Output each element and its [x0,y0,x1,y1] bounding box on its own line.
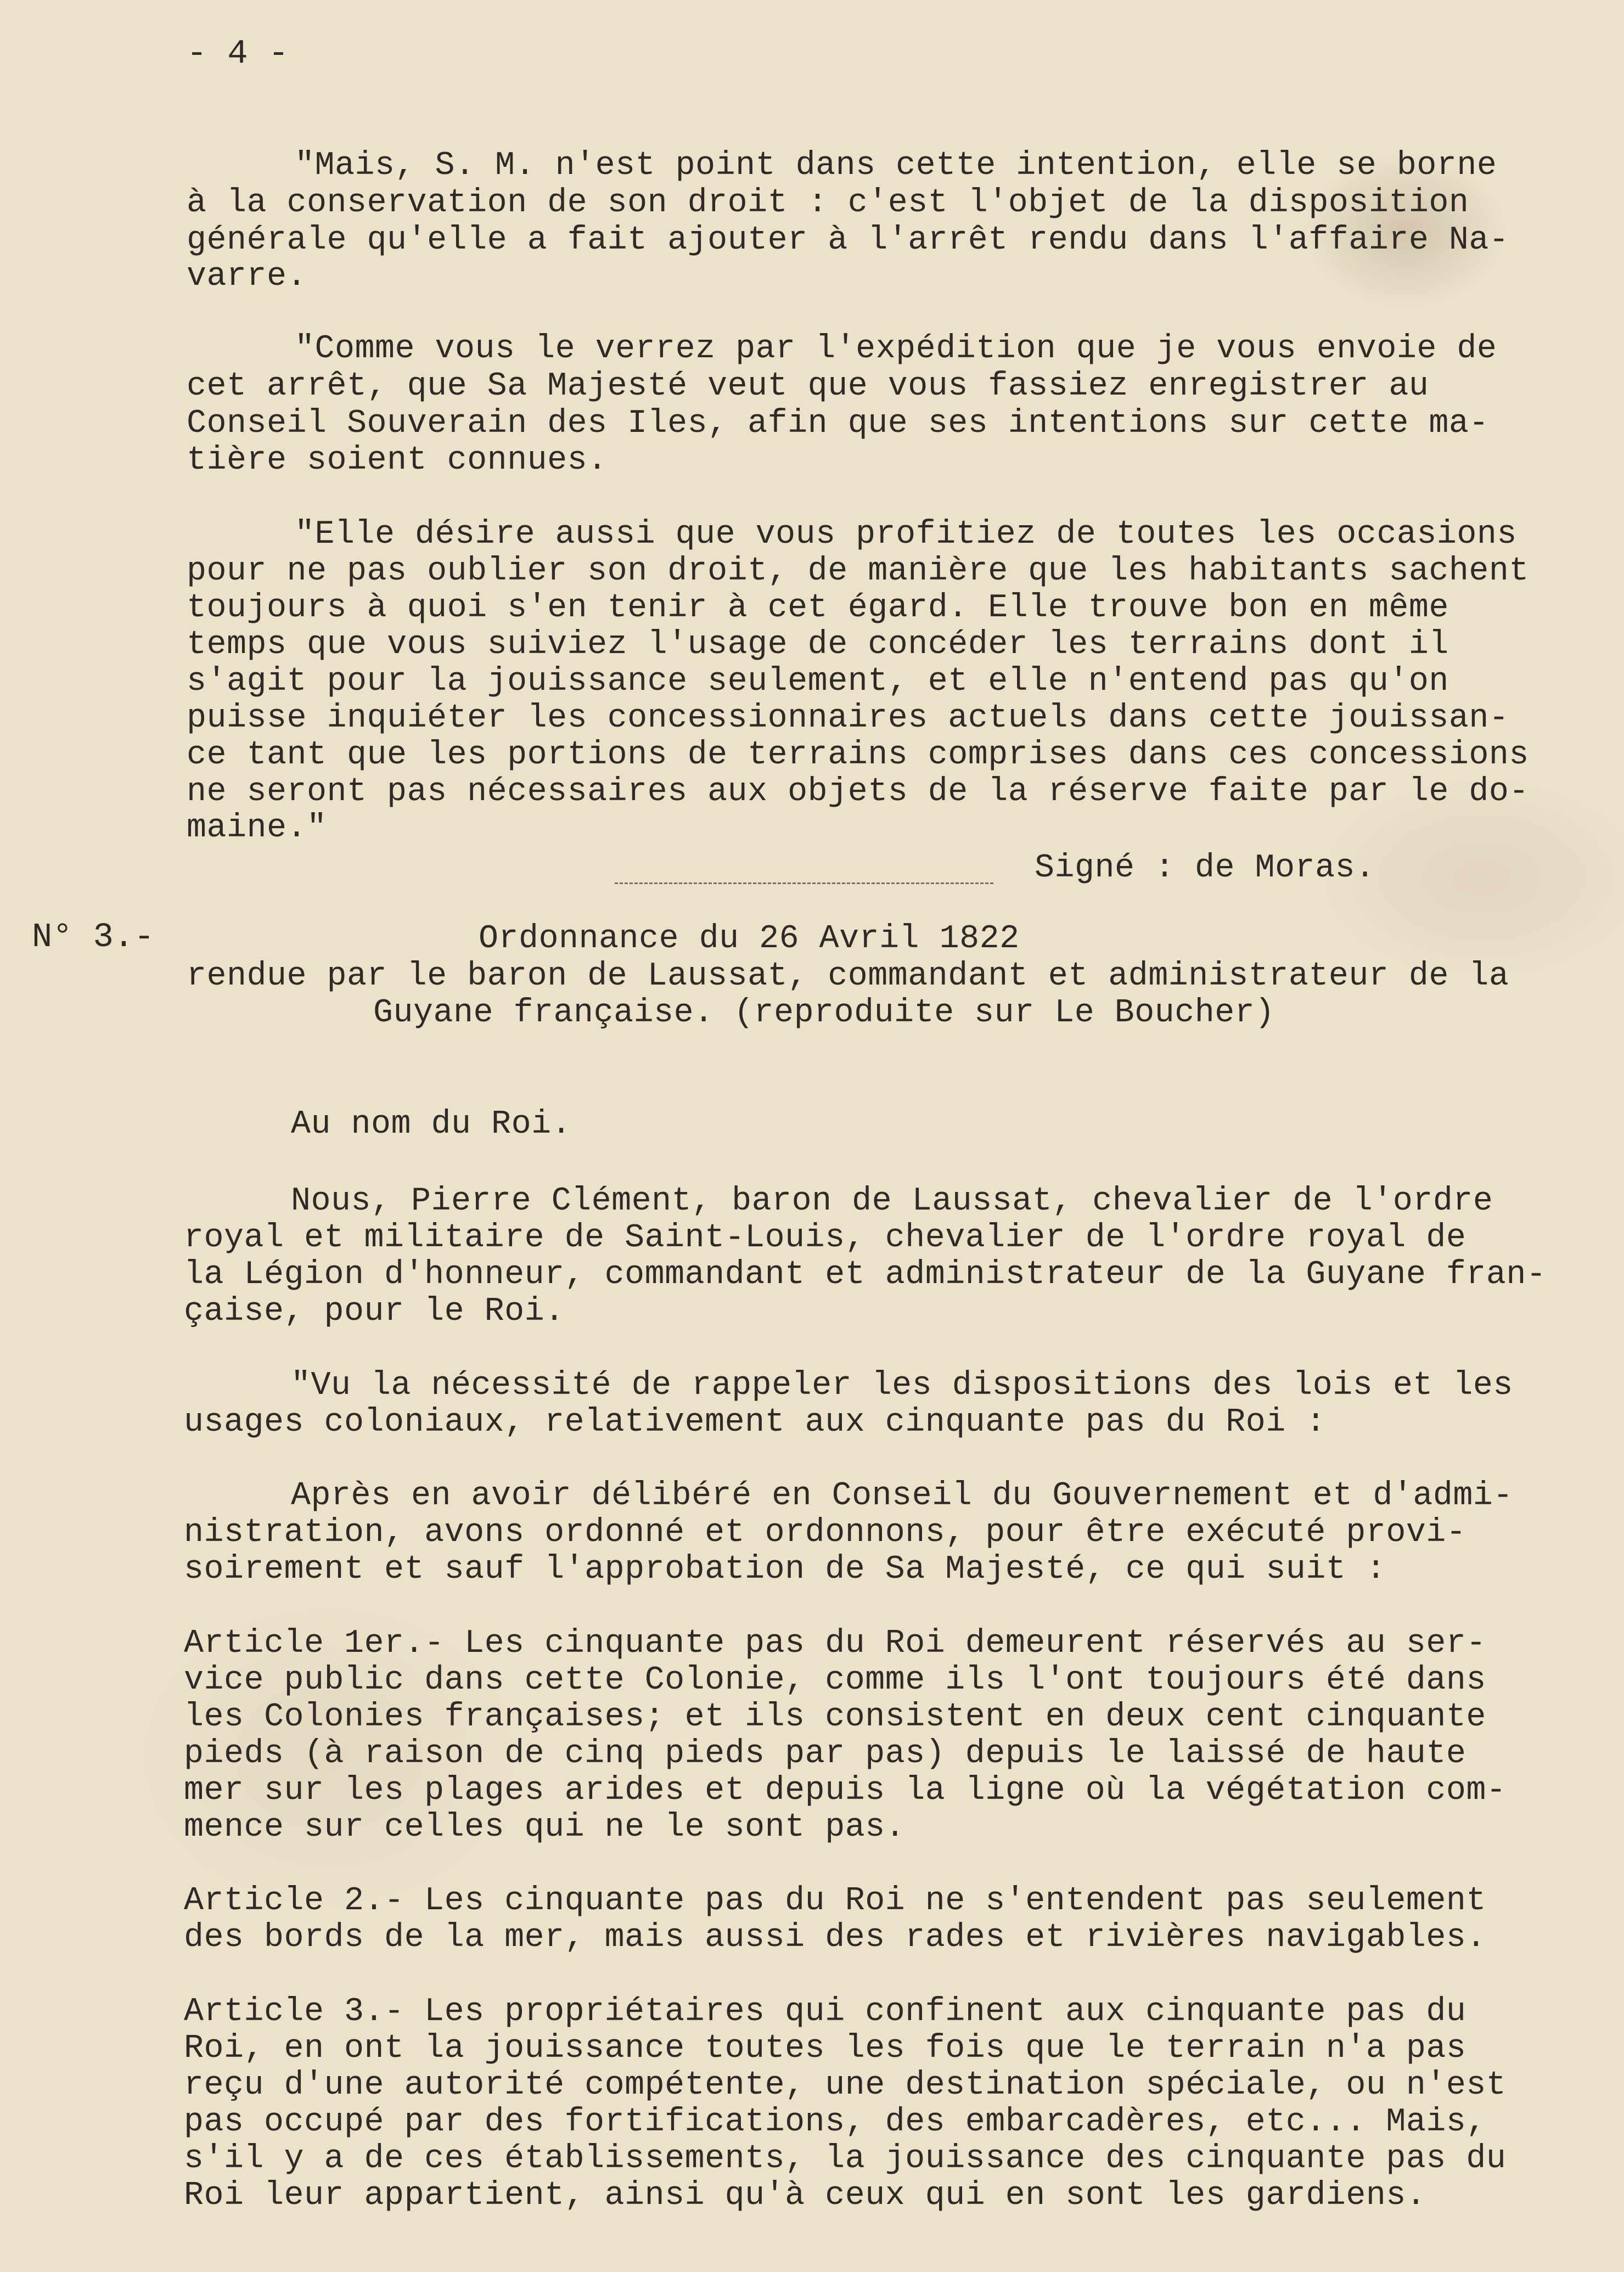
text-line: des bords de la mer, mais aussi des rades et rivières navigables. [184,1919,1486,1956]
text-line: tière soient connues. [187,442,608,479]
text-line: Article 3.- Les propriétaires qui confinent aux cinquante pas du [184,1993,1466,2031]
text-line: Après en avoir délibéré en Conseil du Gouvernement et d'admi- [291,1477,1513,1515]
text-line: à la conservation de son droit : c'est l'objet de la disposition [187,184,1469,222]
text-line: royal et militaire de Saint-Louis, chevalier de l'ordre royal de [184,1219,1466,1257]
text-line: "Comme vous le verrez par l'expédition que je vous envoie de [295,330,1497,368]
text-line: Conseil Souverain des Iles, afin que ses intentions sur cette ma- [187,405,1489,442]
text-line: Article 1er.- Les cinquante pas du Roi demeurent réservés au ser- [184,1625,1486,1662]
text-line: usages coloniaux, relativement aux cinquante pas du Roi : [184,1404,1326,1441]
margin-number: N° 3.- [32,918,155,957]
text-line: pour ne pas oublier son droit, de manière que les habitants sachent [187,553,1529,590]
page-number: - 4 - [187,34,289,73]
ordinance-title: Ordonnance du 26 Avril 1822 [479,920,1020,958]
text-line: Article 2.- Les cinquante pas du Roi ne s'entendent pas seulement [184,1882,1486,1920]
text-line: soirement et sauf l'approbation de Sa Majesté, ce qui suit : [184,1551,1386,1588]
text-line: Roi, en ont la jouissance toutes les fois que le terrain n'a pas [184,2030,1466,2067]
signature: Signé : de Moras. [1035,850,1375,887]
text-line: ce tant que les portions de terrains comprises dans ces concessions [187,736,1529,774]
text-line: ne seront pas nécessaires aux objets de la réserve faite par le do- [187,773,1529,811]
text-line: "Mais, S. M. n'est point dans cette intention, elle se borne [295,147,1497,184]
text-line: toujours à quoi s'en tenir à cet égard. Elle trouve bon en même [187,589,1449,627]
text-line: temps que vous suiviez l'usage de concéder les terrains dont il [187,626,1449,663]
text-line: générale qu'elle a fait ajouter à l'arrêt rendu dans l'affaire Na- [187,222,1509,259]
text-line: "Vu la nécessité de rappeler les dispositions des lois et les [291,1367,1513,1404]
text-line: pas occupé par des fortifications, des embarcadères, etc... Mais, [184,2104,1486,2141]
text-line: maine." [187,809,327,847]
invocation: Au nom du Roi. [291,1106,572,1143]
text-line: cet arrêt, que Sa Majesté veut que vous fassiez enregistrer au [187,368,1429,405]
text-line: reçu d'une autorité compétente, une destination spéciale, ou n'est [184,2067,1507,2104]
text-line: Roi leur appartient, ainsi qu'à ceux qui en sont les gardiens. [184,2177,1426,2214]
text-line: varre. [187,258,307,295]
text-line: la Légion d'honneur, commandant et administrateur de la Guyane fran- [184,1256,1547,1294]
ordinance-subtitle-line: rendue par le baron de Laussat, commandant et administrateur de la [187,958,1509,995]
text-line: pieds (à raison de cinq pieds par pas) depuis le laissé de haute [184,1735,1466,1773]
signature-rule [615,882,993,884]
ordinance-subtitle-line: Guyane française. (reproduite sur Le Boucher) [373,994,1275,1032]
text-line: mence sur celles qui ne le sont pas. [184,1809,906,1846]
text-line: nistration, avons ordonné et ordonnons, pour être exécuté provi- [184,1514,1466,1551]
text-line: "Elle désire aussi que vous profitiez de toutes les occasions [295,516,1517,553]
text-line: çaise, pour le Roi. [184,1293,565,1330]
text-line: vice public dans cette Colonie, comme ils l'ont toujours été dans [184,1662,1486,1699]
text-line: Nous, Pierre Clément, baron de Laussat, chevalier de l'ordre [291,1183,1493,1220]
text-line: mer sur les plages arides et depuis la ligne où la végétation com- [184,1772,1507,1809]
text-line: puisse inquiéter les concessionnaires actuels dans cette jouissan- [187,700,1509,737]
text-line: s'il y a de ces établissements, la jouissance des cinquante pas du [184,2140,1507,2178]
text-line: s'agit pour la jouissance seulement, et elle n'entend pas qu'on [187,663,1449,700]
text-line: les Colonies françaises; et ils consistent en deux cent cinquante [184,1699,1486,1736]
